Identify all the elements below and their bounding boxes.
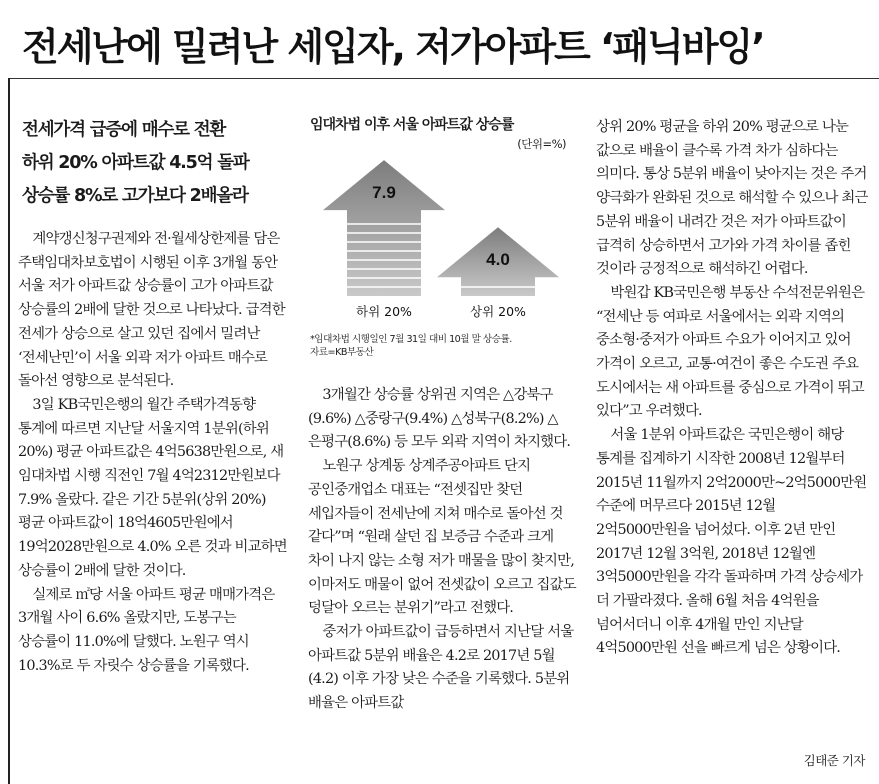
data-label: 7.9 (372, 183, 396, 203)
headline-rule (8, 78, 879, 79)
price-rise-chart (308, 114, 580, 364)
paragraph: 계약갱신청구권제와 전·월세상한제를 담은 주택임대차보호법이 시행된 이후 3개월 동안 서울 저가 아파트값 상승률이 고가 아파트값 상승률의 2배에 달한 것으로 나타났다. 급격한 전세가 상승으로 살고 있던 집에서 밀려난 ‘전세난민’이 서울 외곽 저가 아파트 매수로 돌아선 영향으로 분석된다. (18, 231, 285, 390)
data-label: 4.0 (486, 250, 510, 270)
headline-area (0, 0, 879, 80)
chart-note-line: *임대차법 시행일인 7월 31일 대비 10월 말 상승률. (310, 334, 512, 345)
paragraph: 실제로 ㎡당 서울 아파트 평균 매매가격은 3개월 사이 6.6% 올랐지만, 도봉구는 상승률이 11.0%에 달했다. 노원구 역시 10.3%로 두 자릿수 상승률을 기록했다. (18, 586, 275, 674)
paragraph: 박원갑 KB국민은행 부동산 수석전문위원은 “전세난 등 여파로 서울에서는 외곽 지역의 중소형·중저가 아파트 수요가 이어지고 있어 가격이 오르고, 교통·여건이 좋은 수도권 주요 도시에서는 새 아파트를 중심으로 가격이 뛰고 있다”고 우려했다. (596, 284, 865, 420)
article-column-3 (596, 116, 868, 661)
subhead-line-2: 하위 20% 아파트값 4.5억 돌파 (22, 153, 249, 173)
article-column-1 (18, 228, 290, 678)
chart-source: 자료=KB부동산 (310, 347, 374, 358)
left-border-rule (8, 78, 10, 784)
chart-note (310, 333, 580, 359)
chart-unit: (단위=%) (517, 137, 566, 151)
chart-plot (308, 114, 580, 329)
paragraph: 3개월간 상승률 상위권 지역은 △강북구(9.6%) △중랑구(9.4%) △성북구(8.2%) △은평구(8.6%) 등 모두 외곽 지역이 차지했다. (308, 387, 571, 451)
arrow-bar (323, 160, 445, 296)
subheadline (22, 114, 297, 213)
category-label: 상위 20% (470, 304, 526, 319)
paragraph: 노원구 상계동 상계주공아파트 단지 공인중개업소 대표는 “전셋집만 찾던 세입자들이 전세난에 지쳐 매수로 돌아선 것 같다”며 “원래 살던 집 보증금 수준과 크게 차이 나지 않는 소형 저가 매물을 많이 찾지만, 이마저도 매물이 없어 전셋값이 오르고 집값도 덩달아 오르는 분위기”라고 전했다. (308, 458, 576, 617)
subhead-line-3: 상승률 8%로 고가보다 2배올라 (22, 186, 248, 206)
subhead-line-1: 전세가격 급증에 매수로 전환 (22, 120, 226, 140)
paragraph: 서울 1분위 아파트값은 국민은행이 해당 통계를 집계하기 시작한 2008년 12월부터 2015년 11월까지 2억2000만~2억5000만원 수준에 머무르다 2015년 12월 2억5000만원을 넘어섰다. 이후 2년 만인 2017년 12월 3억원, 2018년 12월엔 3억5000만원을 각각 돌파하며 가격 상승세가 더 가팔라졌다. 올해 6월 처음 4억원을 넘어서더니 이후 4개월 만인 지난달 4억5000만원 선을 빠르게 넘은 상황이다. (596, 427, 867, 657)
article-column-2 (308, 384, 580, 716)
chart-title: 임대차법 이후 서울 아파트값 상승률 (310, 117, 514, 133)
paragraph-continued: 상위 20% 평균을 하위 20% 평균으로 나눈 값으로 배율이 클수록 가격 차가 심하다는 의미다. 통상 5분위 배율이 낮아지는 것은 주거 양극화가 완화된 것으로 해석할 수 있으나 최근 5분위 배율이 내려간 것은 저가 아파트값이 급격히 상승하면서 고가와 가격 차이를 좁힌 것이라 긍정적으로 해석하긴 어렵다. (596, 119, 868, 278)
headline: 전세난에 밀려난 세입자, 저가아파트 ‘패닉바잉’ (22, 25, 764, 69)
paragraph: 중저가 아파트값이 급등하면서 지난달 서울 아파트값 5분위 배율은 4.2로 2017년 5월(4.2) 이후 가장 낮은 수준을 기록했다. 5분위 배율은 아파트값 (308, 624, 574, 712)
category-label: 하위 20% (356, 304, 412, 319)
paragraph: 3일 KB국민은행의 월간 주택가격동향 통계에 따르면 지난달 서울지역 1분위(하위 20%) 평균 아파트값은 4억5638만원으로, 새 임대차법 시행 직전인 7월 4억2312만원보다 7.9% 올랐다. 같은 기간 5분위(상위 20%) 평균 아파트값이 18억4605만원에서 19억2028만원으로 4.0% 오른 것과 비교하면 상승률이 2배에 달한 것이다. (18, 396, 287, 579)
byline: 김태준 기자 (796, 751, 865, 769)
